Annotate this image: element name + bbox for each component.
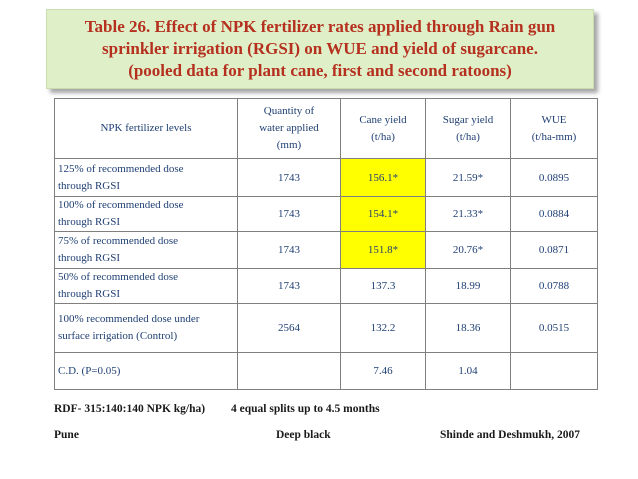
header-npk-levels: NPK fertilizer levels xyxy=(55,99,238,159)
header-sugar-yield: Sugar yield (t/ha) xyxy=(426,99,511,159)
row-label: 50% of recommended dose through RGSI xyxy=(55,269,238,304)
header-row xyxy=(55,99,598,159)
title-line-3: (pooled data for plant cane, first and second ratoons) xyxy=(128,61,512,80)
wue-cell: 0.0884 xyxy=(511,197,598,232)
cane-yield-cell: 7.46 xyxy=(341,353,426,390)
sugar-yield-cell: 20.76* xyxy=(426,232,511,269)
cd-row xyxy=(55,353,598,390)
table-row xyxy=(55,304,598,353)
header-water-applied: Quantity of water applied (mm) xyxy=(238,99,341,159)
cane-yield-cell: 156.1* xyxy=(341,159,426,197)
sugar-yield-cell: 18.99 xyxy=(426,269,511,304)
title-line-2: sprinkler irrigation (RGSI) on WUE and yield of sugarcane. xyxy=(102,39,538,58)
sugar-yield-cell: 21.59* xyxy=(426,159,511,197)
cane-yield-cell: 137.3 xyxy=(341,269,426,304)
wue-cell: 0.0788 xyxy=(511,269,598,304)
rdf-note: RDF- 315:140:140 NPK kg/ha) xyxy=(54,403,206,415)
location: Pune xyxy=(54,429,79,441)
table-row xyxy=(55,159,598,197)
citation: Shinde and Deshmukh, 2007 xyxy=(440,429,580,441)
row-label: 100% of recommended dose through RGSI xyxy=(55,197,238,232)
row-label: 100% recommended dose under surface irrigation (Control) xyxy=(55,304,238,353)
row-label: 75% of recommended dose through RGSI xyxy=(55,232,238,269)
table-row xyxy=(55,197,598,232)
soil-type: Deep black xyxy=(276,429,331,441)
splits-note: 4 equal splits up to 4.5 months xyxy=(231,403,380,415)
title-line-1: Table 26. Effect of NPK fertilizer rates applied through Rain gun xyxy=(84,17,556,36)
row-label: 125% of recommended dose through RGSI xyxy=(55,159,238,197)
cd-label: C.D. (P=0.05) xyxy=(55,353,238,390)
water-cell: 1743 xyxy=(238,197,341,232)
sugar-yield-cell: 18.36 xyxy=(426,304,511,353)
sugar-yield-cell: 1.04 xyxy=(426,353,511,390)
wue-cell: 0.0895 xyxy=(511,159,598,197)
cane-yield-cell: 151.8* xyxy=(341,232,426,269)
sugar-yield-cell: 21.33* xyxy=(426,197,511,232)
water-cell: 2564 xyxy=(238,304,341,353)
results-table xyxy=(54,98,598,390)
header-cane-yield: Cane yield (t/ha) xyxy=(341,99,426,159)
cane-yield-cell: 132.2 xyxy=(341,304,426,353)
wue-cell: 0.0871 xyxy=(511,232,598,269)
water-cell xyxy=(238,353,341,390)
cane-yield-cell: 154.1* xyxy=(341,197,426,232)
wue-cell: 0.0515 xyxy=(511,304,598,353)
header-wue: WUE (t/ha-mm) xyxy=(511,99,598,159)
table-row xyxy=(55,232,598,269)
water-cell: 1743 xyxy=(238,159,341,197)
water-cell: 1743 xyxy=(238,269,341,304)
water-cell: 1743 xyxy=(238,232,341,269)
table-row xyxy=(55,269,598,304)
table-title xyxy=(46,9,594,89)
wue-cell xyxy=(511,353,598,390)
